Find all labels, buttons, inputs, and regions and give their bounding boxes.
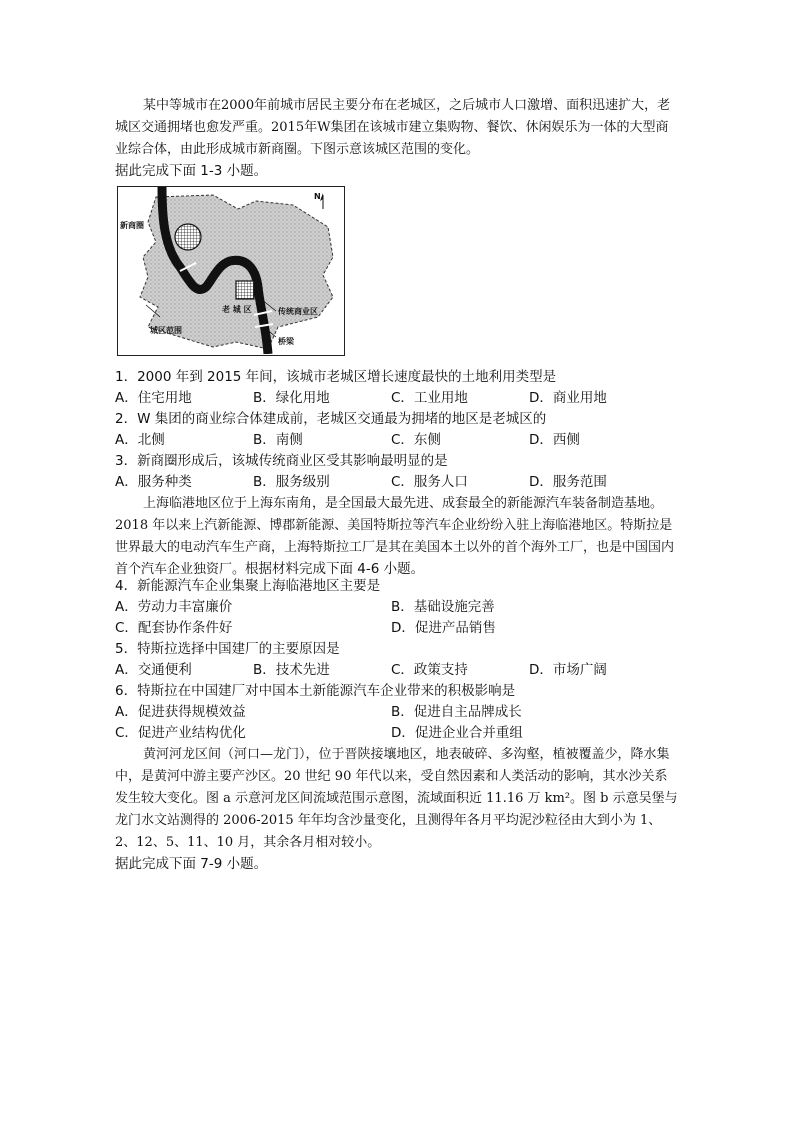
q4-stem: 4．新能源汽车企业集聚上海临港地区主要是	[115, 578, 381, 594]
label-old-district: 老 城 区	[222, 305, 252, 314]
q2-option-a[interactable]: A．北侧	[115, 432, 165, 448]
q5-option-c[interactable]: C．政策支持	[391, 662, 468, 678]
q6-option-c[interactable]: C．促进产业结构优化	[115, 725, 246, 741]
q3-option-b[interactable]: B．服务级别	[253, 474, 330, 490]
passage-2-text	[115, 493, 680, 581]
q4-option-b[interactable]: B．基础设施完善	[391, 599, 495, 615]
label-bridge: 桥梁	[278, 337, 294, 346]
q5-option-d[interactable]: D．市场广阔	[529, 662, 607, 678]
q2-option-c[interactable]: C．东侧	[391, 432, 441, 448]
label-city-range: 城区范围	[150, 326, 182, 335]
q1-option-b[interactable]: B．绿化用地	[253, 390, 330, 406]
passage-2	[115, 493, 680, 581]
q3-stem: 3．新商圈形成后，该城传统商业区受其影响最明显的是	[115, 453, 448, 469]
q6-option-a[interactable]: A．促进获得规模效益	[115, 704, 246, 720]
passage-1-instruction: 据此完成下面 1-3 小题。	[115, 163, 268, 179]
q2-stem: 2．W 集团的商业综合体建成前，老城区交通最为拥堵的地区是老城区的	[115, 411, 547, 427]
passage-1-text: 某中等城市在2000年前城市居民主要分布在老城区，之后城市人口激增、面积迅速扩大，老城区交通拥堵也愈发严重。2015年W集团在该城市建立集购物、餐饮、休闲娱乐为一体的大型商业综合体，由此形成城市新商圈。下图示意该城区范围的变化。	[115, 98, 671, 157]
q2-option-b[interactable]: B．南侧	[253, 432, 303, 448]
city-map-svg	[118, 187, 343, 354]
q2-option-d[interactable]: D．西侧	[529, 432, 580, 448]
passage-2-instruction: 根据材料完成下面 4-6 小题。	[245, 561, 425, 577]
q5-stem: 5．特斯拉选择中国建厂的主要原因是	[115, 641, 340, 657]
q1-stem: 1．2000 年到 2015 年间，该城市老城区增长速度最快的土地利用类型是	[115, 369, 557, 385]
old-district-marker	[236, 281, 254, 299]
q1-option-c[interactable]: C．工业用地	[391, 390, 468, 406]
q3-option-d[interactable]: D．服务范围	[529, 474, 607, 490]
passage-1	[115, 95, 680, 182]
q1-option-d[interactable]: D．商业用地	[529, 390, 607, 406]
q5-option-b[interactable]: B．技术先进	[253, 662, 330, 678]
q5-option-a[interactable]: A．交通便利	[115, 662, 192, 678]
north-label: N	[314, 192, 321, 201]
passage-3-instruction: 据此完成下面 7-9 小题。	[115, 856, 268, 872]
label-new-district: 新商圈	[120, 221, 144, 230]
q6-option-d[interactable]: D．促进企业合并重组	[391, 725, 523, 741]
passage-3	[115, 744, 680, 875]
q4-option-d[interactable]: D．促进产品销售	[391, 620, 496, 636]
q6-stem: 6．特斯拉在中国建厂对中国本土新能源汽车企业带来的积极影响是	[115, 683, 516, 699]
q4-option-c[interactable]: C．配套协作条件好	[115, 620, 233, 636]
q4-option-a[interactable]: A．劳动力丰富廉价	[115, 599, 233, 615]
passage-3-text: 黄河河龙区间（河口—龙门），位于晋陕接壤地区，地表破碎、多沟壑，植被覆盖少，降水集中，是黄河中游主要产沙区。20 世纪 90 年代以来，受自然因素和人类活动的影响，其水沙关系发生较大变化。图 a 示意河龙区间流域范围示意图，流域面积近 11.16 万 km²。图 b 示意吴堡与龙门水文站测得的 2006-2015 年年均含沙量变化，且测得年各月平均泥沙粒径由大到小为 1、2、12、5、11、10 月，其余各月相对较小。	[115, 747, 678, 850]
q6-option-b[interactable]: B．促进自主品牌成长	[391, 704, 522, 720]
q1-option-a[interactable]: A．住宅用地	[115, 390, 192, 406]
label-traditional-area: 传统商业区	[278, 307, 318, 316]
passage-2-body: 上海临港地区位于上海东南角，是全国最大最先进、成套最全的新能源汽车装备制造基地。2018 年以来上汽新能源、博郡新能源、美国特斯拉等汽车企业纷纷入驻上海临港地区。特斯拉是世界最大的电动汽车生产商，上海特斯拉工厂是其在美国本土以外的首个海外工厂，也是中国国内首个汽车企业独资厂。	[115, 496, 675, 577]
new-district-marker	[175, 224, 201, 250]
q3-option-c[interactable]: C．服务人口	[391, 474, 468, 490]
north-arrow-icon	[314, 192, 323, 209]
city-map-figure	[117, 186, 345, 356]
q3-option-a[interactable]: A．服务种类	[115, 474, 192, 490]
